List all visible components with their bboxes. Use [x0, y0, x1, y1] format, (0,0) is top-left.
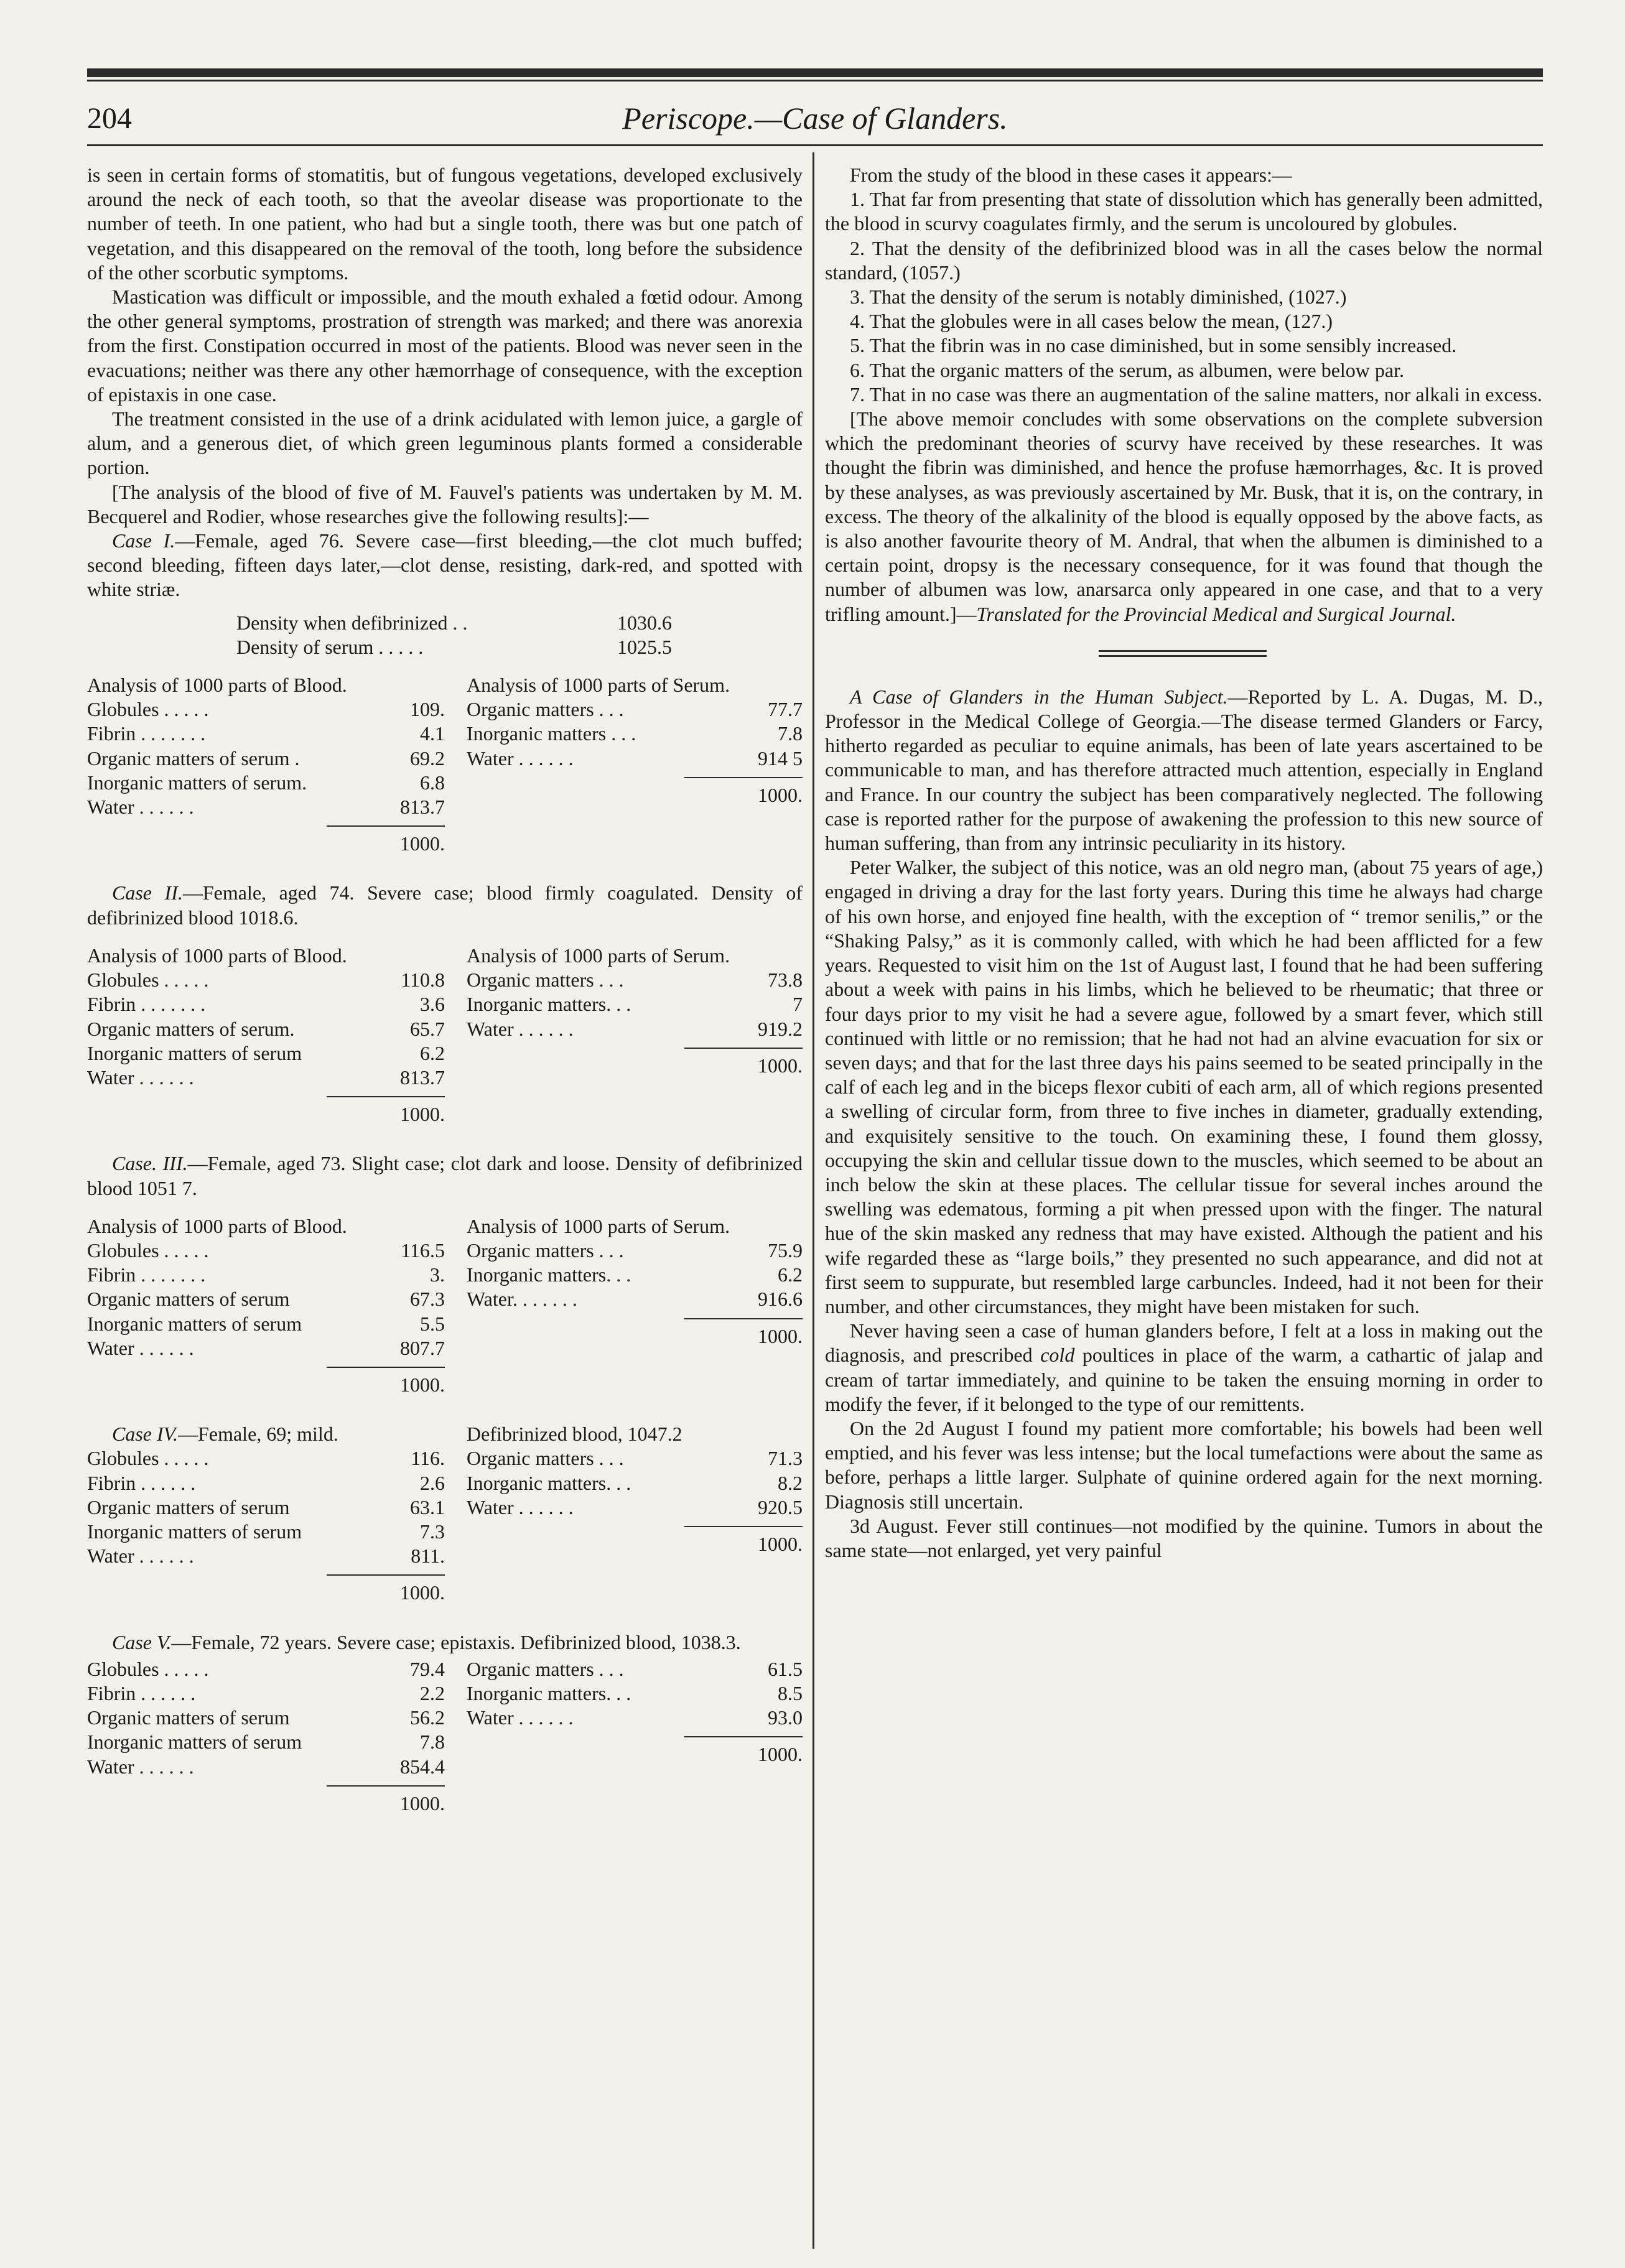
serum-table [467, 968, 803, 1078]
table-row [87, 968, 445, 992]
table-row [467, 1239, 803, 1263]
left-column [87, 163, 803, 1816]
conclusion-item: 7. That in no case was there an augmentation of the saline matters, nor alkali in excess. [850, 383, 1542, 406]
row-value: 5.5 [420, 1312, 445, 1335]
top-rule-thin [87, 80, 1543, 81]
table-row [87, 1263, 445, 1287]
paragraph: On the 2d August I found my patient more comfortable; his bowels had been well emptied, and his fever was less intense; but the local tumefactions were about the same as before, perhaps a little larger. Sulphate of quinine ordered again for the next morning. Diagnosis still uncertain. [825, 1416, 1543, 1513]
row-name: Inorganic matters of serum. [87, 771, 307, 794]
serum-analysis [467, 944, 803, 1127]
blood-analysis-heading: Analysis of 1000 parts of Blood. [87, 1214, 347, 1237]
serum-table [467, 1446, 803, 1556]
row-name: Organic matters . . . [467, 1447, 624, 1470]
blood-analysis-heading: Analysis of 1000 parts of Blood. [87, 944, 347, 967]
row-name: Fibrin . . . . . . [87, 1471, 196, 1494]
serum-table [467, 697, 803, 807]
case-description: —Female, aged 74. Severe case; blood firmly coagulated. Density of defibrinized blood 1018.6. [87, 881, 803, 929]
row-value: 7.3 [420, 1520, 445, 1543]
blood-analysis-heading: Analysis of 1000 parts of Blood. [87, 674, 347, 697]
article-byline: —Reported by L. A. Dugas, M. D., Professor in the Medical College of Georgia.— [825, 685, 1544, 733]
row-name: Organic matters of serum. [87, 1017, 295, 1040]
row-name: Organic matters of serum . [87, 746, 300, 769]
row-name: Water . . . . . . [87, 1755, 194, 1778]
table-row [87, 1066, 445, 1090]
paragraph [825, 1319, 1543, 1416]
table-row [87, 1041, 445, 1066]
row-value: 813.7 [400, 796, 445, 819]
row-value: 93.0 [768, 1706, 803, 1729]
row-value: 116. [411, 1447, 445, 1470]
row-value: 811. [411, 1545, 445, 1568]
table-row [467, 1263, 803, 1287]
blood-analysis [87, 673, 445, 856]
row-value: 2.6 [420, 1471, 445, 1494]
blood-analysis [87, 1422, 445, 1605]
conclusion-item: 4. That the globules were in all cases below the mean, (127.) [850, 310, 1333, 333]
page-header [87, 93, 1543, 143]
row-value: 71.3 [768, 1447, 803, 1470]
top-rule [87, 68, 1543, 77]
row-name: Fibrin . . . . . . . [87, 993, 206, 1016]
running-head: Periscope.—Case of Glanders. [622, 101, 1008, 136]
table-row [467, 1495, 803, 1520]
blood-total: 1000. [400, 832, 445, 855]
table-row [467, 1017, 803, 1041]
row-value: 75.9 [768, 1239, 803, 1262]
serum-total: 1000. [758, 1054, 803, 1077]
paragraph: 3d August. Fever still continues—not modified by the quinine. Tumors in about the same state—not enlarged, yet very painful [825, 1514, 1543, 1561]
serum-analysis [467, 1214, 803, 1397]
density-row [236, 611, 672, 635]
conclusion-item: 3. That the density of the serum is notably diminished, (1027.) [850, 286, 1347, 309]
page-number: 204 [87, 101, 132, 135]
row-name: Water . . . . . . [87, 1545, 194, 1568]
case-label: Case V. [112, 1630, 172, 1653]
sum-rule [327, 1785, 445, 1787]
row-name: Inorganic matters of serum [87, 1520, 302, 1543]
serum-total: 1000. [758, 1532, 803, 1555]
analysis-tables [87, 1214, 803, 1397]
conclusion-item: 5. That the fibrin was in no case diminished, but in some sensibly increased. [850, 334, 1457, 357]
row-value: 6.8 [420, 771, 445, 794]
row-value: 116.5 [401, 1239, 445, 1262]
row-value: 77.7 [768, 698, 803, 721]
sum-rule [684, 1318, 803, 1319]
case-label: Case II. [112, 881, 183, 904]
serum-analysis [467, 673, 803, 856]
row-value: 2.2 [420, 1681, 445, 1704]
sum-rule [684, 1048, 803, 1049]
blood-table [87, 968, 445, 1127]
conclusion-item: 2. That the density of the defibrinized blood was in all the cases below the normal standard, (1057.) [825, 236, 1543, 284]
row-name: Globules . . . . . [87, 1447, 209, 1470]
row-name: Inorganic matters . . . [467, 722, 636, 745]
table-row [87, 722, 445, 746]
blood-analysis [87, 1214, 445, 1397]
paragraph-text: poultices in place of the warm, a cathartic of jalap and cream of tartar immediately, and quinine to be taken the ensuing morning in order to modify the fever, if it belonged to the type of our remittents. [825, 1344, 1544, 1415]
paragraph: [The analysis of the blood of five of M. Fauvel's patients was undertaken by M. M. Becquerel and Rodier, whose researches give the following results]:— [87, 480, 803, 527]
row-value: 73.8 [768, 969, 803, 992]
row-value: 854.4 [400, 1755, 445, 1778]
row-name: Inorganic matters of serum [87, 1312, 302, 1335]
row-name: Water . . . . . . [467, 746, 574, 769]
serum-analysis-heading: Analysis of 1000 parts of Serum. [467, 944, 730, 967]
row-name: Inorganic matters of serum [87, 1731, 302, 1754]
table-row [87, 992, 445, 1016]
row-value: 67.3 [410, 1288, 445, 1311]
case-heading [87, 881, 803, 929]
table-row [467, 1681, 803, 1706]
row-value: 4.1 [420, 722, 445, 745]
table-row [87, 1495, 445, 1520]
column-divider [812, 152, 814, 2249]
density-row [236, 635, 672, 659]
row-value: 8.2 [778, 1471, 803, 1494]
blood-total: 1000. [400, 1373, 445, 1396]
row-value: 920.5 [758, 1495, 803, 1518]
row-value: 61.5 [768, 1657, 803, 1680]
row-value: 7.8 [778, 722, 803, 745]
row-name: Fibrin . . . . . . . [87, 1263, 206, 1286]
row-name: Organic matters of serum [87, 1288, 290, 1311]
density-value: 1025.5 [617, 635, 672, 658]
header-rule [87, 144, 1543, 146]
table-row [87, 1681, 445, 1706]
paragraph-text: Never having seen a case of human glanders before, I felt at a loss in making out the diagnosis, and prescribed [825, 1319, 1543, 1367]
row-name: Water . . . . . . [467, 1495, 574, 1518]
case-label: Case I. [112, 529, 175, 552]
row-value: 916.6 [758, 1288, 803, 1311]
density-label: Density when defibrinized . . [236, 611, 468, 634]
row-value: 63.1 [410, 1495, 445, 1518]
row-name: Organic matters of serum [87, 1706, 290, 1729]
row-name: Fibrin . . . . . . [87, 1681, 196, 1704]
row-value: 56.2 [410, 1706, 445, 1729]
article-heading [825, 685, 1543, 855]
row-name: Organic matters of serum [87, 1495, 290, 1518]
blood-analysis [87, 1657, 445, 1816]
serum-total: 1000. [758, 783, 803, 806]
table-row [87, 697, 445, 722]
table-row [87, 795, 445, 819]
row-value: 109. [410, 698, 445, 721]
blood-table [87, 1657, 445, 1816]
paragraph: The treatment consisted in the use of a drink acidulated with lemon juice, a gargle of alum, and a generous diet, of which green leguminous plants formed a considerable portion. [87, 407, 803, 479]
table-row [87, 1520, 445, 1544]
row-value: 3.6 [420, 993, 445, 1016]
table-row [467, 968, 803, 992]
blood-total: 1000. [400, 1103, 445, 1126]
row-name: Globules . . . . . [87, 969, 209, 992]
case-label: Case. III. [112, 1152, 188, 1175]
paragraph: The disease termed Glanders or Farcy, hitherto regarded as peculiar to equine animals, has been of late years ascertained to be communicable to man, and has therefore attracted much attention, especially in England and France. In our country the subject has been comparatively neglected. The following case is reported rather for the purpose of awakening the profession to this new source of human suffering, than from any intrinsic peculiarity in its history. [825, 710, 1544, 855]
paragraph: is seen in certain forms of stomatitis, but of fungous vegetations, developed exclusively around the neck of each tooth, so that the aveolar disease was proportionate to the number of teeth. In one patient, who had but a single tooth, there was but one patch of vegetation, and this disappeared on the removal of the tooth, long before the subsidence of the other scorbutic symptoms. [87, 164, 803, 284]
table-row [87, 1017, 445, 1041]
case-heading [87, 529, 803, 602]
row-name: Water . . . . . . [467, 1017, 574, 1040]
table-row [467, 746, 803, 771]
density-label: Density of serum . . . . . [236, 635, 424, 658]
row-value: 7 [793, 993, 803, 1016]
paragraph: Mastication was difficult or impossible, and the mouth exhaled a fœtid odour. Among the other general symptoms, prostration of strength was marked; and there was anorexia from the first. Constipation occurred in most of the patients. Blood was never seen in the evacuations; neither was there any other hæmorrhage of consequence, with the exception of epistaxis in one case. [87, 286, 803, 406]
conclusion-item: 6. That the organic matters of the serum, as albumen, were below par. [850, 358, 1404, 381]
row-name: Organic matters . . . [467, 1657, 624, 1680]
table-row [467, 722, 803, 746]
blood-table [87, 1239, 445, 1397]
row-name: Globules . . . . . [87, 698, 209, 721]
row-value: 813.7 [400, 1066, 445, 1089]
analysis-tables [87, 673, 803, 856]
sum-rule [327, 1096, 445, 1097]
row-value: 6.2 [778, 1263, 803, 1286]
emphasis: cold [1040, 1344, 1075, 1367]
row-value: 914 5 [758, 746, 803, 769]
case-label: Case IV. [112, 1423, 179, 1446]
row-value: 3. [430, 1263, 445, 1286]
row-value: 69.2 [410, 746, 445, 769]
case-heading [87, 1151, 803, 1200]
row-name: Inorganic matters of serum [87, 1041, 302, 1064]
blood-analysis [87, 944, 445, 1127]
table-row [87, 771, 445, 795]
analysis-tables [87, 944, 803, 1127]
table-row [87, 1446, 445, 1471]
blood-table [87, 697, 445, 856]
article-title: A Case of Glanders in the Human Subject. [850, 685, 1228, 708]
table-row [87, 1287, 445, 1311]
table-row [87, 746, 445, 771]
serum-total: 1000. [758, 1324, 803, 1347]
sum-rule [327, 1367, 445, 1368]
table-row [87, 1657, 445, 1681]
table-row [87, 1312, 445, 1336]
row-name: Globules . . . . . [87, 1657, 209, 1680]
row-name: Organic matters . . . [467, 1239, 624, 1262]
paragraph: Peter Walker, the subject of this notice, was an old negro man, (about 75 years of age,) engaged in driving a dray for the last forty years. During this time he always had charge of his own horse, and enjoyed fine health, with the exception of “ tremor senilis,” or the “Shaking Palsy,” as it is commonly called, with which he had been afflicted for a few years. Requested to visit him on the 1st of August last, I found that he had been suffering about a week with pains in his limbs, which he believed to be rheumatic; that three or four days prior to my visit he had a severe ague, followed by a smart fever, which still continued with little or no remission; that he had not had an alvine evacuation for six or seven days; and that for the last three days his pains seemed to be seated principally in the calf of each leg and in the biceps flexor cubiti of each arm, all of which regions presented a swelling of circular form, from three to five inches in diameter, gradually extending, and exquisitely sensitive to the touch. On examining these, I found them glossy, occupying the skin and cellular tissue down to the muscles, which seemed to be about an inch below the skin at these places. The cellular tissue for several inches around the swelling was edematous, forming a pit when pressed upon with the finger. The natural hue of the skin masked any redness that may have existed. Although the patient and his wife regarded these as “large boils,” they presented no such appearance, and did not at first seem to suppurate, but resembled large carbuncles. Indeed, had it not been for their number, and other circumstances, they might have been mistaken for such. [825, 856, 1543, 1318]
table-row [87, 1730, 445, 1754]
serum-table [467, 1239, 803, 1349]
table-row [87, 1755, 445, 1779]
sum-rule [327, 825, 445, 827]
case-description: —Female, 69; mild. [178, 1423, 338, 1446]
table-row [87, 1239, 445, 1263]
separator-rule [1099, 655, 1267, 657]
row-value: 7.8 [420, 1731, 445, 1754]
row-name: Inorganic matters. . . [467, 1263, 631, 1286]
row-name: Water . . . . . . [87, 1066, 194, 1089]
row-value: 65.7 [410, 1017, 445, 1040]
editorial-note [825, 407, 1543, 626]
editorial-note-text: [The above memoir concludes with some observations on the complete subversion which the predominant theories of scurvy have received by these researches. It was thought the fibrin was diminished, and hence the profuse hæmorrhages, &c. It is proved by these analyses, as was previously ascertained by Mr. Busk, that it is, on the contrary, in excess. The theory of the alkalinity of the blood is equally opposed by the above facts, as is also another favourite theory of M. Andral, that when the albumen is diminished to a certain point, dropsy is the necessary consequence, for it was found that though the number of albumen was low, anarsarca only appeared in one case, and that to a very trifling amount.]— [825, 407, 1543, 625]
case-description: —Female, aged 76. Severe case—first bleeding,—the clot much buffed; second bleeding, fifteen days later,—clot dense, resisting, dark-red, and spotted with white striæ. [87, 529, 803, 601]
analysis-tables [87, 1657, 803, 1816]
conclusion-item: 1. That far from presenting that state of dissolution which has generally been admitted, the blood in scurvy coagulates firmly, and the serum is uncoloured by globules. [825, 188, 1543, 235]
case-heading [87, 1422, 445, 1446]
row-name: Globules . . . . . [87, 1239, 209, 1262]
row-name: Inorganic matters. . . [467, 1681, 631, 1704]
density-value: 1030.6 [617, 611, 672, 634]
row-value: 6.2 [420, 1041, 445, 1064]
row-value: 79.4 [410, 1657, 445, 1680]
table-row [467, 1287, 803, 1311]
row-name: Organic matters . . . [467, 969, 624, 992]
table-row [467, 1706, 803, 1730]
case-description: —Female, 72 years. Severe case; epistaxis. Defibrinized blood, 1038.3. [171, 1630, 741, 1653]
sum-rule [684, 777, 803, 778]
section-separator [825, 650, 1543, 658]
row-name: Water. . . . . . . [467, 1288, 577, 1311]
separator-rule [1099, 650, 1267, 652]
table-row [467, 697, 803, 722]
row-value: 8.5 [778, 1681, 803, 1704]
serum-total: 1000. [758, 1743, 803, 1766]
row-name: Fibrin . . . . . . . [87, 722, 206, 745]
row-name: Water . . . . . . [87, 1336, 194, 1359]
sum-rule [684, 1526, 803, 1527]
paragraph: From the study of the blood in these cases it appears:— [850, 164, 1292, 186]
case-description: —Female, aged 73. Slight case; clot dark and loose. Density of defibrinized blood 1051 7. [87, 1152, 803, 1199]
translation-credit: Translated for the Provincial Medical and Surgical Journal. [976, 602, 1456, 625]
row-value: 807.7 [400, 1336, 445, 1359]
row-name: Water . . . . . . [467, 1706, 574, 1729]
table-row [87, 1336, 445, 1360]
row-value: 110.8 [401, 969, 445, 992]
table-row [87, 1706, 445, 1730]
blood-table [87, 1446, 445, 1605]
row-name: Inorganic matters. . . [467, 1471, 631, 1494]
sum-rule [327, 1574, 445, 1576]
serum-analysis-heading: Analysis of 1000 parts of Serum. [467, 674, 730, 697]
defibrinized-density: Defibrinized blood, 1047.2 [467, 1423, 682, 1446]
table-row [467, 1446, 803, 1471]
analysis-tables [87, 1422, 803, 1605]
table-row [467, 1471, 803, 1495]
sum-rule [684, 1736, 803, 1737]
blood-total: 1000. [400, 1581, 445, 1604]
right-column [825, 163, 1543, 1563]
table-row [467, 1657, 803, 1681]
blood-total: 1000. [400, 1792, 445, 1815]
density-table [236, 611, 803, 659]
serum-analysis [467, 1657, 803, 1816]
row-name: Water . . . . . . [87, 796, 194, 819]
serum-analysis [467, 1422, 803, 1605]
row-value: 919.2 [758, 1017, 803, 1040]
table-row [467, 992, 803, 1016]
row-name: Inorganic matters. . . [467, 993, 631, 1016]
case-heading [87, 1630, 803, 1655]
table-row [87, 1471, 445, 1495]
serum-table [467, 1657, 803, 1767]
row-name: Organic matters . . . [467, 698, 624, 721]
table-row [87, 1544, 445, 1568]
serum-analysis-heading: Analysis of 1000 parts of Serum. [467, 1214, 730, 1237]
